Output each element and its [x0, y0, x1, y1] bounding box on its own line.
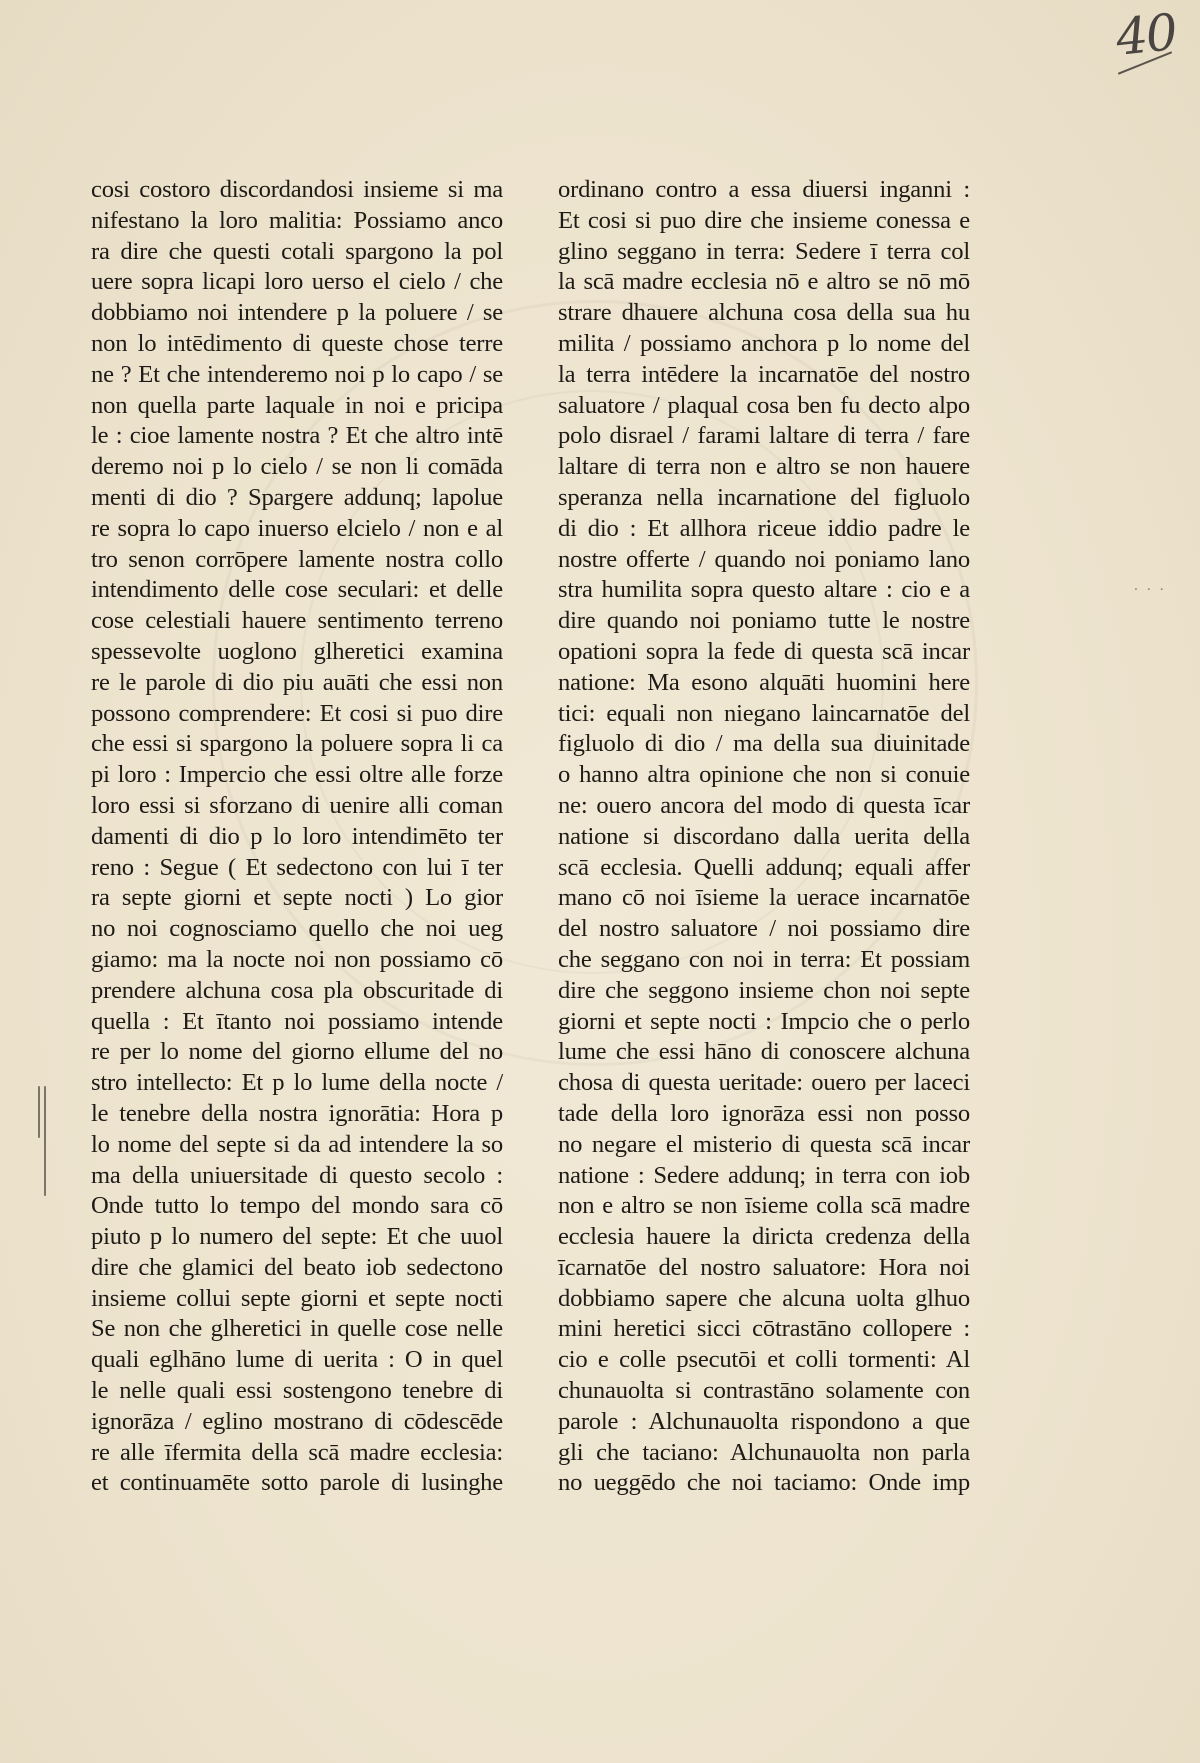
text-line: lo nome del septe si da ad intendere la so [91, 1130, 503, 1158]
text-line: gli che taciano: Alchunauolta non parla [558, 1438, 970, 1466]
text-line: cosi costoro discordandosi insieme si ma [91, 176, 503, 203]
text-line: chunauolta si contrastāno solamente con [558, 1377, 970, 1405]
text-line: natione : Sedere addunq; in terra con iob [558, 1161, 970, 1189]
text-line: stro intellecto: Et p lo lume della nocte / [91, 1069, 503, 1097]
text-line: non lo intēdimento di queste chose terre [91, 329, 503, 357]
text-line: parole : Alchunauolta rispondono a que [558, 1407, 970, 1435]
text-line: uere sopra licapi loro uerso el cielo / che [91, 268, 503, 296]
margin-dots: · · · [1133, 582, 1166, 598]
text-line: la scā madre ecclesia nō e altro se nō mō [558, 268, 970, 296]
text-line: scā ecclesia. Quelli addunq; equali affer [558, 853, 970, 881]
text-line: possono comprendere: Et cosi si puo dire [91, 699, 503, 727]
text-line: pi loro : Impercio che essi oltre alle forze [91, 761, 503, 789]
text-line: ma della uniuersitade di questo secolo : [91, 1161, 503, 1189]
text-line: insieme collui septe giorni et septe nocti [91, 1284, 503, 1312]
text-line: dobbiamo sapere che alcuna uolta glhuo [558, 1284, 970, 1312]
text-line: no noi cognosciamo quello che noi ueg [91, 915, 503, 943]
marginal-bracket-mark [38, 1086, 52, 1196]
text-line: ignorāza / eglino mostrano di cōdescēde [91, 1407, 503, 1435]
text-line: damenti di dio p lo loro intendimēto ter [91, 822, 503, 850]
text-line: opationi sopra la fede di questa scā incar [558, 637, 970, 665]
text-line: intendimento delle cose seculari: et delle [91, 576, 503, 604]
text-line: di dio : Et allhora riceue iddio padre le [558, 514, 970, 542]
text-line: Et cosi si puo dire che insieme conessa e [558, 206, 970, 234]
text-line: et continuamēte sotto parole di lusinghe [91, 1469, 503, 1497]
text-line: natione: Ma esono alquāti huomini here [558, 668, 970, 696]
text-line: la terra intēdere la incarnatōe del nostro [558, 360, 970, 388]
text-line: saluatore / plaqual cosa ben fu decto alpo [558, 391, 970, 419]
left-text-column [91, 175, 503, 1499]
text-line: ne: ouero ancora del modo di questa īcar [558, 791, 970, 819]
text-line: ne ? Et che intenderemo noi p lo capo / se [91, 360, 503, 388]
text-line: ra septe giorni et septe nocti ) Lo gior [91, 884, 503, 912]
text-line: giorni et septe nocti : Impcio che o perlo [558, 1007, 970, 1035]
text-line: glino seggano in terra: Sedere ī terra col [558, 237, 970, 265]
text-line: le tenebre della nostra ignorātia: Hora p [91, 1099, 503, 1127]
text-line: figluolo di dio / ma della sua diuinitade [558, 730, 970, 758]
text-line: tici: equali non niegano laincarnatōe del [558, 699, 970, 727]
text-line: stra humilita sopra questo altare : cio e a [558, 576, 970, 604]
text-line: speranza nella incarnatione del figluolo [558, 483, 970, 511]
text-line: mano cō noi īsieme la uerace incarnatōe [558, 884, 970, 912]
text-line: milita / possiamo anchora p lo nome del [558, 329, 970, 357]
text-line: loro essi si sforzano di uenire alli coman [91, 791, 503, 819]
text-line: no ueggēdo che noi taciamo: Onde imp [558, 1469, 970, 1497]
text-line: nifestano la loro malitia: Possiamo anco [91, 206, 503, 234]
text-line: laltare di terra non e altro se non hauere [558, 453, 970, 481]
folio-number: 40 [1113, 3, 1179, 67]
text-line: re sopra lo capo inuerso elcielo / non e al [91, 514, 503, 542]
text-line: reno : Segue ( Et sedectono con lui ī ter [91, 853, 503, 881]
text-line: che essi si spargono la poluere sopra li ca [91, 730, 503, 758]
text-line: nostre offerte / quando noi poniamo lano [558, 545, 970, 573]
text-line: prendere alchuna cosa pla obscuritade di [91, 976, 503, 1004]
right-text-column [558, 175, 970, 1499]
text-line: non quella parte laquale in noi e pricipa [91, 391, 503, 419]
text-line: ra dire che questi cotali spargono la pol [91, 237, 503, 265]
text-line: lume che essi hāno di conoscere alchuna [558, 1038, 970, 1066]
text-line: re per lo nome del giorno ellume del no [91, 1038, 503, 1066]
text-line: chosa di questa ueritade: ouero per laceci [558, 1069, 970, 1097]
text-line: le : cioe lamente nostra ? Et che altro intē [91, 422, 503, 450]
text-line: Onde tutto lo tempo del mondo sara cō [91, 1192, 503, 1220]
text-line: dire che glamici del beato iob sedectono [91, 1253, 503, 1281]
text-line: dire che seggono insieme chon noi septe [558, 976, 970, 1004]
text-line: dire quando noi poniamo tutte le nostre [558, 607, 970, 635]
text-line: quali eglhāno lume di uerita : O in quel [91, 1346, 503, 1374]
text-line: piuto p lo numero del septe: Et che uuol [91, 1223, 503, 1251]
text-line: del nostro saluatore / noi possiamo dire [558, 915, 970, 943]
text-line: ordinano contro a essa diuersi inganni : [558, 176, 970, 203]
text-line: mini heretici sicci cōtrastāno collopere : [558, 1315, 970, 1343]
text-line: Se non che glheretici in quelle cose nelle [91, 1315, 503, 1343]
text-line: deremo noi p lo cielo / se non li comāda [91, 453, 503, 481]
text-line: tro senon corrōpere lamente nostra collo [91, 545, 503, 573]
text-line: natione si discordano dalla uerita della [558, 822, 970, 850]
text-line: le nelle quali essi sostengono tenebre di [91, 1377, 503, 1405]
text-line: re le parole di dio piu auāti che essi non [91, 668, 503, 696]
text-line: no negare el misterio di questa scā incar [558, 1130, 970, 1158]
text-line: giamo: ma la nocte noi non possiamo cō [91, 945, 503, 973]
text-line: che seggano con noi in terra: Et possiam [558, 945, 970, 973]
text-line: polo disrael / farami laltare di terra / fare [558, 422, 970, 450]
text-line: ecclesia hauere la diricta credenza della [558, 1223, 970, 1251]
text-line: quella : Et ītanto noi possiamo intende [91, 1007, 503, 1035]
text-line: o hanno altra opinione che non si conuie [558, 761, 970, 789]
text-line: cose celestiali hauere sentimento terreno [91, 607, 503, 635]
text-line: re alle īfermita della scā madre ecclesia: [91, 1438, 503, 1466]
text-line: dobbiamo noi intendere p la poluere / se [91, 299, 503, 327]
text-line: non e altro se non īsieme colla scā madre [558, 1192, 970, 1220]
text-line: cio e colle psecutōi et colli tormenti: Al [558, 1346, 970, 1374]
text-line: menti di dio ? Spargere addunq; lapolue [91, 483, 503, 511]
text-line: tade della loro ignorāza essi non posso [558, 1099, 970, 1127]
text-line: spessevolte uoglono glheretici examina [91, 637, 503, 665]
text-line: īcarnatōe del nostro saluatore: Hora noi [558, 1253, 970, 1281]
text-line: strare dhauere alchuna cosa della sua hu [558, 299, 970, 327]
